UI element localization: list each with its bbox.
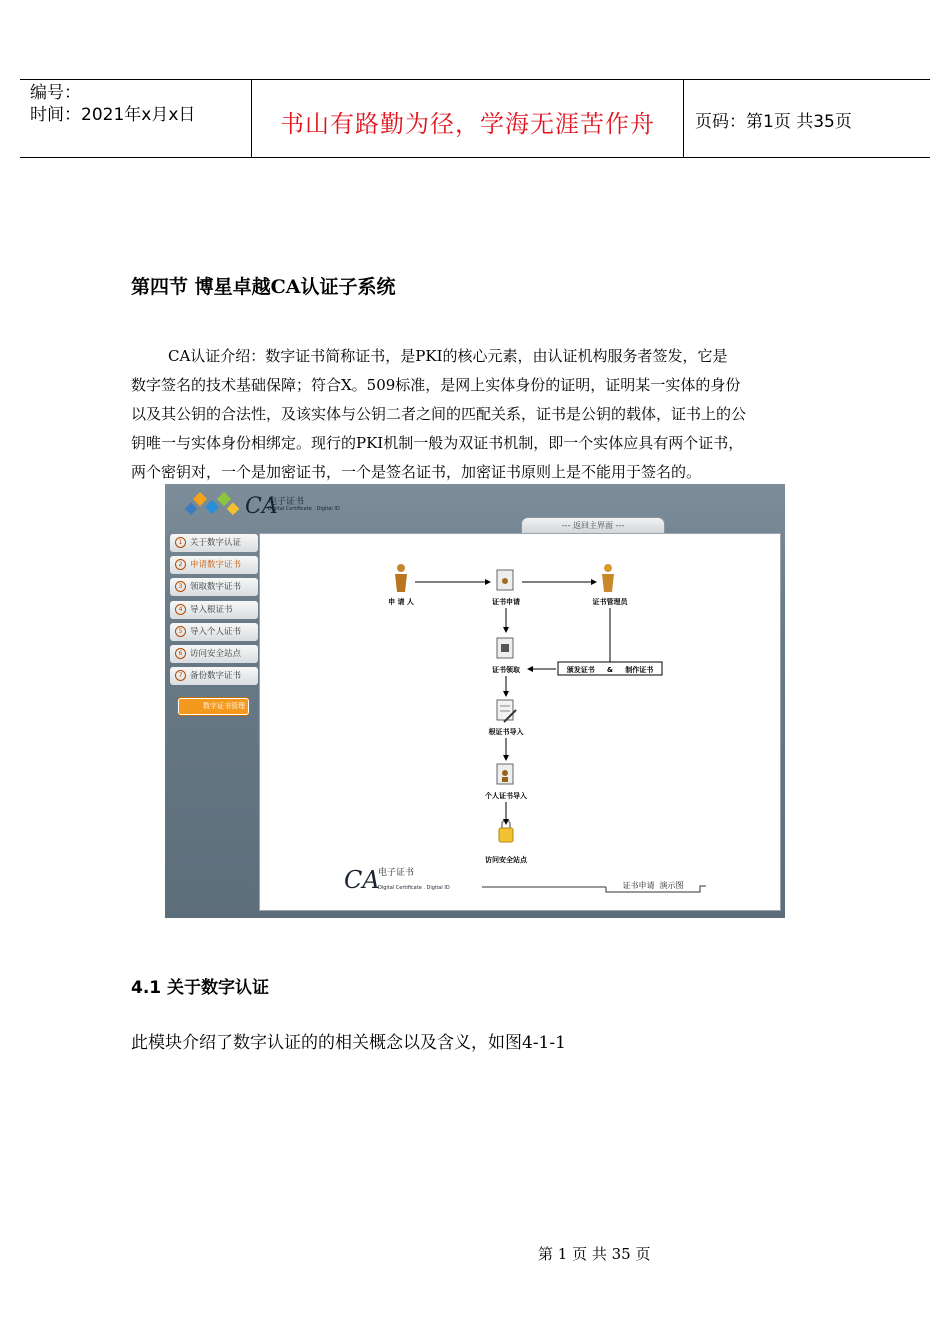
menu-label: 访问安全站点 bbox=[190, 648, 242, 659]
menu-label: 领取数字证书 bbox=[190, 582, 242, 593]
page-info: 页码：第1页 共35页 bbox=[695, 112, 852, 132]
time-label: 时间：2021年x月x日 bbox=[30, 105, 196, 125]
menu-item-visit-site[interactable] bbox=[170, 645, 258, 663]
ca-app-screenshot bbox=[165, 484, 785, 918]
menu-item-apply[interactable] bbox=[170, 556, 258, 574]
menu-item-root-import[interactable] bbox=[170, 601, 258, 619]
admin-label: 证书管理员 bbox=[592, 598, 628, 606]
flow-diagram bbox=[260, 534, 780, 910]
menu-label: 申请数字证书 bbox=[190, 560, 242, 571]
menu-item-backup[interactable] bbox=[170, 667, 258, 685]
menu-number: 3 bbox=[175, 581, 186, 592]
menu-item-about[interactable] bbox=[170, 534, 258, 552]
menu-number: 2 bbox=[175, 559, 186, 570]
ca-logo-icon bbox=[185, 492, 245, 522]
cert-manager-button[interactable]: 数字证书管理 bbox=[178, 698, 249, 715]
menu-label: 备份数字证书 bbox=[190, 671, 242, 682]
admin-person-icon bbox=[602, 564, 614, 592]
intro-line: 以及其公钥的合法性，及该实体与公钥二者之间的匹配关系，证书是公钥的载体，证书上的公 bbox=[131, 405, 747, 423]
return-main-button[interactable]: --- 返回主界面 --- bbox=[521, 517, 665, 535]
footer-caption: 证书申请 演示图 bbox=[622, 881, 684, 890]
menu-number: 1 bbox=[175, 537, 186, 548]
root-cert-document-icon bbox=[497, 700, 516, 722]
subsection-text: 此模块介绍了数字认证的的相关概念以及含义，如图4-1-1 bbox=[131, 1033, 566, 1053]
menu-item-receive[interactable] bbox=[170, 578, 258, 596]
menu-number: 6 bbox=[175, 648, 186, 659]
menu-number: 4 bbox=[175, 604, 186, 615]
logo-ca-text: CA bbox=[245, 494, 278, 519]
motto: 书山有路勤为径，学海无涯苦作舟 bbox=[280, 110, 655, 138]
visit-label: 访问安全站点 bbox=[485, 856, 527, 864]
header-left-cell bbox=[20, 80, 251, 157]
intro-paragraph bbox=[131, 342, 821, 487]
menu-item-personal-import[interactable] bbox=[170, 623, 258, 641]
footer-cn-text: 电子证书 bbox=[378, 868, 415, 878]
apply-document-icon bbox=[497, 570, 513, 590]
issue-label: 颁发证书 & 制作证书 bbox=[566, 666, 654, 674]
number-label: 编号： bbox=[30, 83, 81, 103]
subsection-title: 4.1 关于数字认证 bbox=[131, 978, 270, 998]
header-motto-cell bbox=[251, 80, 684, 157]
page-footer: 第 1 页 共 35 页 bbox=[538, 1245, 651, 1263]
root-import-label: 根证书导入 bbox=[488, 728, 524, 736]
intro-line: 数字签名的技术基础保障；符合X。509标准，是网上实体身份的证明，证明某一实体的身份 bbox=[131, 376, 741, 394]
intro-line: 钥唯一与实体身份相绑定。现行的PKI机制一般为双证书机制，即一个实体应具有两个证书， bbox=[131, 434, 744, 452]
footer-en-text: Digital Certificate . Digital ID bbox=[378, 885, 450, 891]
logo-cn-text: 电子证书 bbox=[268, 497, 305, 507]
menu-number: 5 bbox=[175, 626, 186, 637]
intro-line: CA认证介绍：数字证书简称证书，是PKI的核心元素，由认证机构服务者签发，它是 bbox=[168, 347, 728, 365]
header-right-cell bbox=[683, 80, 930, 157]
apply-label: 证书申请 bbox=[492, 598, 520, 606]
menu-number: 7 bbox=[175, 670, 186, 681]
personal-cert-document-icon bbox=[497, 764, 513, 784]
footer-ca-text: CA bbox=[344, 866, 380, 894]
flow-content-panel bbox=[259, 533, 781, 911]
menu-label: 导入根证书 bbox=[190, 604, 233, 615]
side-menu bbox=[170, 534, 258, 689]
applicant-person-icon bbox=[395, 564, 407, 592]
personal-import-label: 个人证书导入 bbox=[485, 792, 527, 800]
applicant-label: 申 请 人 bbox=[388, 598, 414, 606]
menu-label: 关于数字认证 bbox=[190, 538, 242, 548]
intro-line: 两个密钥对，一个是加密证书，一个是签名证书，加密证书原则上是不能用于签名的。 bbox=[131, 463, 702, 481]
page-header bbox=[20, 79, 930, 158]
menu-label: 导入个人证书 bbox=[190, 626, 242, 637]
logo-en-text: Digital Certificate . Digital ID bbox=[268, 506, 340, 512]
receive-label: 证书领取 bbox=[492, 666, 520, 674]
receive-document-icon bbox=[497, 638, 513, 658]
section-title: 第四节 博星卓越CA认证子系统 bbox=[131, 276, 396, 298]
